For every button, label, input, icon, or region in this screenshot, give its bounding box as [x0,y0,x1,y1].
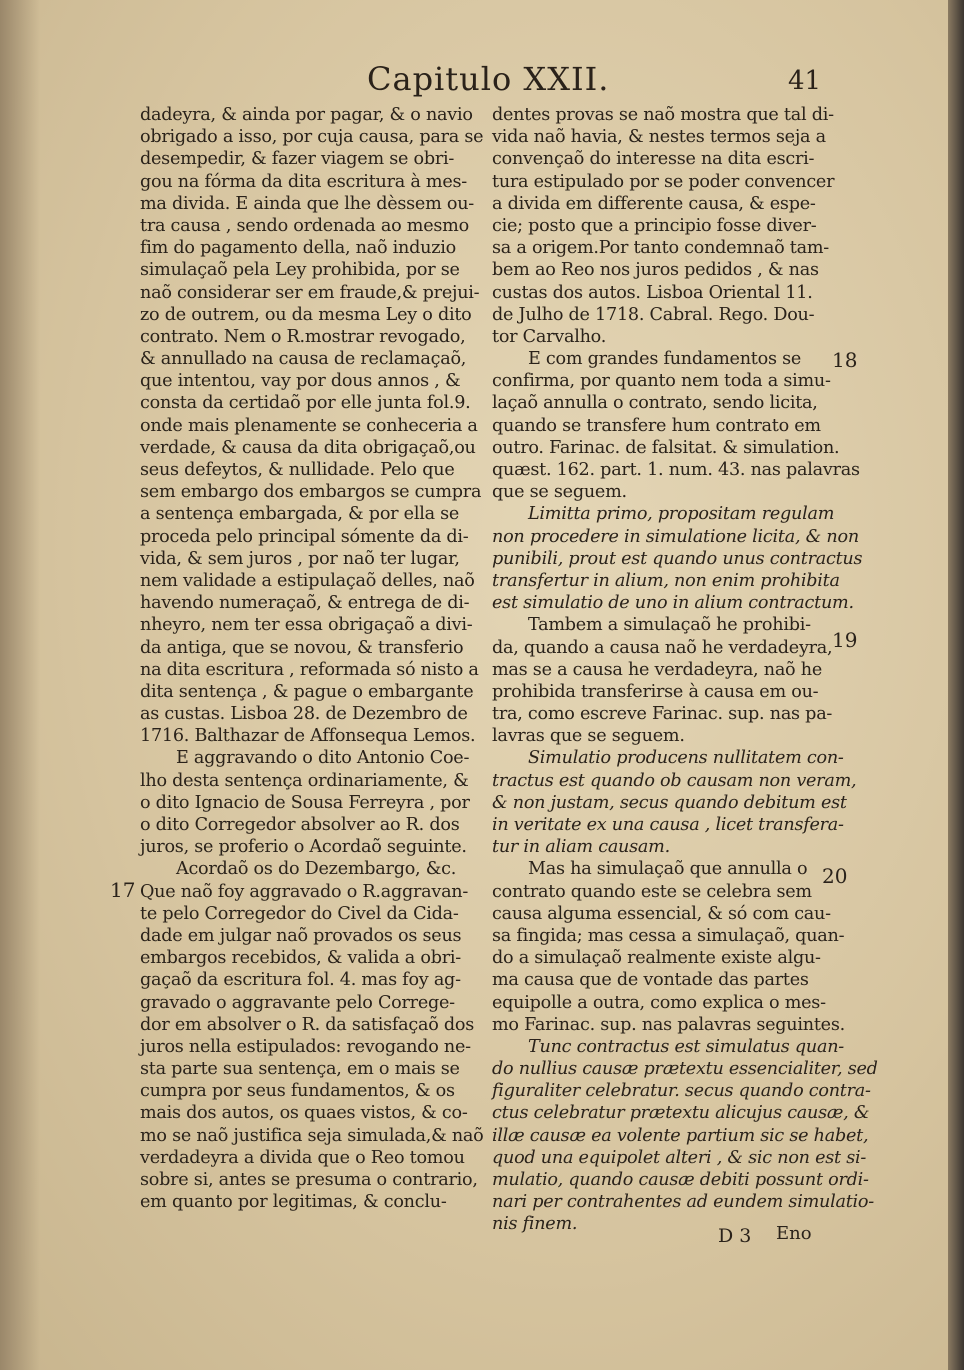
left-column [140,104,484,1213]
text-line: E aggravando o dito Antonio Coe- [176,748,470,769]
text-line: 1716. Balthazar de Affonsequa Lemos. [140,726,476,747]
text-line: vida naõ havia, & nestes termos seja a [492,127,826,148]
text-line: quod una equipolet alteri , & sic non est si- [492,1147,867,1168]
text-line: bem ao Reo nos juros pedidos , & nas [492,260,819,281]
text-line: tura estipulado por se poder convencer [492,171,835,192]
signature-mark: D 3 [718,1225,752,1247]
text-line: o dito Ignacio de Sousa Ferreyra , por [140,792,470,813]
text-line: Acordaõ os do Dezembargo, &c. [176,859,457,880]
text-line: proceda pelo principal sómente da di- [140,526,469,547]
text-line: Tambem a simulaçaõ he prohibi- [528,615,811,636]
page-edge [948,0,964,1370]
catchword: Eno [776,1223,812,1244]
text-line: dita sentença , & pague o embargante [140,681,474,702]
margin-number-20: 20 [822,864,848,888]
text-line: juros, se proferio o Acordaõ seguinte. [140,837,467,858]
text-line: dentes provas se naõ mostra que tal di- [492,105,834,125]
text-line: Que naõ foy aggravado o R.aggravan- [140,881,469,902]
text-line: ctus celebratur prætextu alicujus causæ, & [492,1103,870,1124]
text-line: nari per contrahentes ad eundem simulatio- [492,1192,874,1213]
text-line: tur in aliam causam. [492,837,670,858]
text-line: sa a origem.Por tanto condemnaõ tam- [492,238,829,259]
text-line: mas se a causa he verdadeyra, naõ he [492,659,822,680]
text-line: E com grandes fundamentos se [528,349,802,370]
text-line: Simulatio producens nullitatem con- [528,748,844,769]
text-line: est simulatio de uno in alium contractum. [492,593,854,614]
text-line: fim do pagamento della, naõ induzio [140,238,456,259]
text-line: custas dos autos. Lisboa Oriental 11. [492,282,813,303]
text-line: sta parte sua sentença, em o mais se [140,1059,460,1080]
text-line: tor Carvalho. [492,326,607,347]
text-line: zo de outrem, ou da mesma Ley o dito [140,304,472,325]
text-line: o dito Corregedor absolver ao R. dos [140,815,460,835]
text-line: seus defeytos, & nullidade. Pelo que [140,460,455,480]
text-line: outro. Farinac. de falsitat. & simulation. [492,437,840,458]
text-line: mo Farinac. sup. nas palavras seguintes. [492,1014,845,1035]
text-line: do a simulaçaõ realmente existe algu- [492,948,821,969]
text-line: da antiga, que se novou, & transferio [140,637,464,658]
text-line: consta da certidaõ por elle junta fol.9. [140,393,471,414]
text-line: gaçaõ da escritura fol. 4. mas foy ag- [140,970,461,991]
text-line: a divida em differente causa, & espe- [492,193,816,214]
text-line: punibili, prout est quando unus contractus [492,548,863,569]
text-line: dade em julgar naõ provados os seus [140,925,462,946]
text-line: gravado o aggravante pelo Correge- [140,992,455,1013]
text-line: mo se naõ justifica seja simulada,& naõ [140,1125,484,1146]
text-line: tractus est quando ob causam non veram, [492,770,857,791]
text-line: prohibida transferirse à causa em ou- [492,681,819,702]
margin-number-19: 19 [832,628,858,652]
text-line: & non justam, secus quando debitum est [492,792,847,813]
text-line: sem embargo dos embargos se cumpra [140,482,482,503]
running-header [0,58,948,102]
text-line: nis finem. [492,1214,578,1235]
text-line: vida, & sem juros , por naõ ter lugar, [140,548,460,569]
text-line: illæ causæ ea volente partium sic se habet, [492,1125,869,1146]
text-line: as custas. Lisboa 28. de Dezembro de [140,704,468,725]
text-line: in veritate ex una causa , licet transfera- [492,815,844,835]
text-line: verdade, & causa da dita obrigaçaõ,ou [140,437,476,458]
text-line: figuraliter celebratur. secus quando contra- [492,1081,871,1102]
text-line: quando se transfere hum contrato em [492,415,821,436]
text-line: na dita escritura , reformada só nisto a [140,659,479,680]
text-line: confirma, por quanto nem toda a simu- [492,371,831,392]
text-line: nem validade a estipulaçaõ delles, naõ [140,570,475,591]
text-line: non procedere in simulatione licita, & non [492,526,859,547]
text-line: nheyro, nem ter essa obrigaçaõ a divi- [140,615,473,636]
text-line: tra, como escreve Farinac. sup. nas pa- [492,704,833,725]
text-line: convençaõ do interesse na dita escri- [492,149,815,170]
text-line: verdadeyra a divida que o Reo tomou [140,1147,465,1168]
text-line: ma causa que de vontade das partes [492,970,809,991]
text-line: dor em absolver o R. da satisfaçaõ dos [140,1014,475,1035]
page-number: 41 [788,66,822,96]
text-line: causa alguma essencial, & só com cau- [492,903,831,924]
text-line: do nullius causæ prætextu essencialiter, sed [492,1059,878,1080]
text-line: obrigado a isso, por cuja causa, para se [140,127,484,148]
text-line: contrato. Nem o R.mostrar revogado, [140,326,466,347]
text-line: mulatio, quando causæ debiti possunt ordi- [492,1170,869,1190]
page-gutter-shadow [0,0,40,1370]
chapter-title: Capitulo XXII. [367,60,610,98]
text-line: embargos recebidos, & valida a obri- [140,948,461,969]
text-line: naõ considerar ser em fraude,& prejui- [140,282,480,303]
text-line: quæst. 162. part. 1. num. 43. nas palavras [492,460,860,480]
text-line: te pelo Corregedor do Civel da Cida- [140,903,459,924]
text-line: de Julho de 1718. Cabral. Rego. Dou- [492,304,815,325]
text-line: a sentença embargada, & por ella se [140,504,460,525]
text-line: mais dos autos, os quaes vistos, & co- [140,1103,468,1124]
text-line: desempedir, & fazer viagem se obri- [140,149,455,170]
text-line: sobre si, antes se presuma o contrario, [140,1170,478,1190]
text-line: lavras que se seguem. [492,726,685,747]
text-line: lho desta sentença ordinariamente, & [140,770,469,791]
margin-number-18: 18 [832,348,858,372]
text-line: simulaçaõ pela Ley prohibida, por se [140,260,460,281]
text-line: da, quando a causa naõ he verdadeyra, [492,637,833,658]
text-line: & annullado na causa de reclamaçaõ, [140,349,467,370]
text-line: dadeyra, & ainda por pagar, & o navio [140,105,473,125]
text-line: Tunc contractus est simulatus quan- [528,1036,844,1057]
text-line: Mas ha simulaçaõ que annulla o [528,859,808,880]
text-line: juros nella estipulados: revogando ne- [140,1036,471,1057]
text-line: cumpra por seus fundamentos, & os [140,1081,455,1102]
margin-number-17: 17 [110,878,136,902]
text-line: que se seguem. [492,482,627,503]
text-line: laçaõ annulla o contrato, sendo licita, [492,393,818,414]
text-line: transfertur in alium, non enim prohibita [492,570,840,591]
text-line: Limitta primo, propositam regulam [528,504,835,525]
text-line: havendo numeraçaõ, & entrega de di- [140,593,470,614]
text-line: que intentou, vay por dous annos , & [140,371,461,392]
text-line: sa fingida; mas cessa a simulaçaõ, quan- [492,925,845,946]
text-line: em quanto por legitimas, & conclu- [140,1192,447,1213]
text-line: ma divida. E ainda que lhe dèssem ou- [140,193,474,214]
text-line: equipolle a outra, como explica o mes- [492,992,826,1013]
text-line: tra causa , sendo ordenada ao mesmo [140,215,469,236]
text-line: cie; posto que a principio fosse diver- [492,215,817,236]
text-line: gou na fórma da dita escritura à mes- [140,171,467,192]
text-line: contrato quando este se celebra sem [492,881,812,902]
text-line: onde mais plenamente se conheceria a [140,415,478,436]
